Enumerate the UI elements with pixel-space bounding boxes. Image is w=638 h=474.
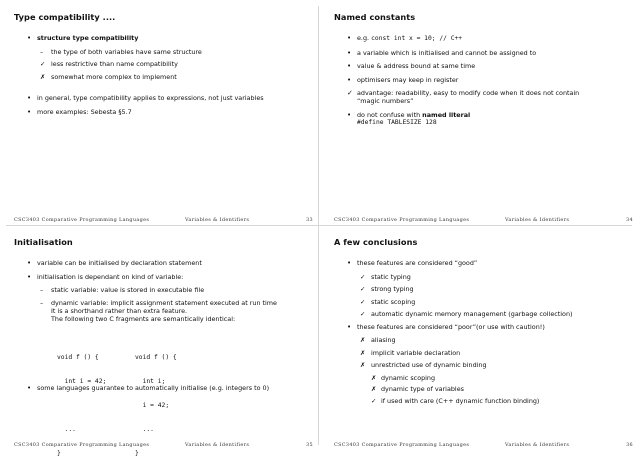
cross-icon: ✗ (360, 348, 366, 357)
list-item: ✗ somewhat more complex to implement (40, 72, 177, 81)
list-item: ✗ unrestricted use of dynamic binding (360, 361, 487, 369)
footer-topic: Variables & Identifiers (185, 442, 250, 448)
slide-title: Initialisation (14, 237, 73, 247)
slide-title: Named constants (334, 12, 416, 22)
slide-named-constants (334, 12, 637, 225)
footer-course: CSC3403 Comparative Programming Languages (14, 217, 150, 223)
check-icon: ✓ (360, 310, 366, 318)
check-icon: ✓ (360, 272, 366, 281)
dash-marker: – (40, 286, 44, 294)
list-item: ✓ automatic dynamic memory management (garbage collection) (360, 310, 573, 318)
page-number: 34 (626, 217, 633, 223)
bullet-marker: • (347, 110, 352, 119)
list-item: • these features are considered “good” (347, 259, 478, 267)
footer-topic: Variables & Identifiers (185, 217, 250, 223)
slide-initialisation (14, 237, 317, 457)
code-snippet: const int x = 10; // C++ (371, 35, 463, 42)
slide-type-compatibility (14, 12, 317, 225)
list-item: • variable can be initialised by declaration statement (27, 259, 202, 267)
check-icon: ✓ (347, 89, 353, 97)
bullet-marker: • (27, 107, 32, 116)
list-item: • structure type compatibility (27, 34, 139, 42)
page-number: 36 (626, 442, 633, 448)
list-item: ✓ static typing (360, 272, 411, 281)
cross-icon: ✗ (360, 336, 366, 344)
list-item: ✗ aliasing (360, 336, 396, 344)
list-item: • in general, type compatibility applies to expressions, not just variables (27, 94, 264, 102)
bullet-marker: • (347, 48, 352, 57)
cross-icon: ✗ (371, 385, 377, 393)
check-icon: ✓ (360, 297, 366, 306)
bullet-marker: • (27, 384, 32, 392)
list-item: ✓ if used with care (C++ dynamic function binding) (371, 396, 540, 405)
list-item: ✗ implicit variable declaration (360, 348, 461, 357)
check-icon: ✓ (360, 285, 366, 293)
bullet-marker: • (347, 259, 352, 267)
bullet-marker: • (27, 34, 32, 42)
check-icon: ✓ (371, 396, 377, 405)
check-icon: ✓ (40, 60, 46, 68)
slide-footer (14, 442, 317, 450)
list-item: – static variable: value is stored in executable file (40, 286, 205, 294)
code-fragment-right: void f () { int i; i = 42; ... } (135, 354, 177, 457)
list-item: • some languages guarantee to automatically initialise (e.g. integers to 0) (27, 384, 270, 392)
list-item: ✓ less restrictive than name compatibility (40, 60, 178, 68)
list-item: ✓ strong typing (360, 285, 414, 293)
bullet-marker: • (27, 94, 32, 102)
footer-course: CSC3403 Comparative Programming Languages (334, 217, 470, 223)
footer-course: CSC3403 Comparative Programming Languages (14, 442, 150, 448)
bullet-marker: • (27, 272, 32, 281)
slide-body (26, 34, 313, 121)
list-item: ✗ dynamic type of variables (371, 385, 464, 393)
bullet-marker: • (27, 259, 32, 267)
list-item: • do not confuse with named literal #define TABLESIZE 128 (346, 111, 633, 127)
code-snippet: #define TABLESIZE 128 (357, 118, 437, 126)
cross-icon: ✗ (40, 72, 46, 81)
slide-title: Type compatibility .... (14, 12, 116, 22)
slide-body (26, 259, 313, 327)
bullet-marker: • (347, 34, 352, 42)
list-item: • a variable which is initialised and cannot be assigned to (347, 48, 537, 57)
bullet-marker: • (347, 62, 352, 70)
page-number: 33 (306, 217, 313, 223)
list-item: • e.g. const int x = 10; // C++ (347, 34, 463, 42)
bullet-marker: • (347, 322, 352, 331)
list-item: – dynamic variable: implicit assignment statement executed at run time It is a shorthand rather than extra feature. The following two C fragments are semantically identical: (40, 298, 277, 323)
bullet-marker: • (347, 75, 352, 84)
slide-footer (334, 217, 637, 225)
page-number: 35 (306, 442, 313, 448)
footer-course: CSC3403 Comparative Programming Languages (334, 442, 470, 448)
dash-marker: – (40, 47, 44, 56)
list-item: • optimisers may keep in register (347, 75, 459, 84)
cross-icon: ✗ (360, 361, 366, 369)
slide-body (346, 259, 633, 408)
list-item: • initialisation is dependant on kind of variable: (27, 272, 184, 281)
slide-title: A few conclusions (334, 237, 418, 247)
slide-few-conclusions (334, 237, 637, 450)
slide-body-end (26, 384, 313, 398)
cross-icon: ✗ (371, 373, 377, 382)
footer-topic: Variables & Identifiers (505, 217, 570, 223)
list-item: ✓ advantage: readability, easy to modify code when it does not contain “magic numbers” (347, 89, 580, 105)
slide-body (346, 34, 633, 132)
list-item: ✓ static scoping (360, 297, 416, 306)
list-item: • these features are considered “poor”(or use with caution!) (347, 322, 545, 331)
list-item: ✗ dynamic scoping (371, 373, 436, 382)
slide-footer (14, 217, 317, 225)
list-item: • value & address bound at same time (347, 62, 476, 70)
list-item: – the type of both variables have same structure (40, 47, 202, 56)
horizontal-divider (6, 225, 632, 226)
dash-marker: – (40, 298, 44, 307)
footer-topic: Variables & Identifiers (505, 442, 570, 448)
list-item: • more examples: Sebesta §5.7 (27, 107, 132, 116)
code-fragment-left: void f () { int i = 42; ... } (57, 354, 107, 457)
slide-footer (334, 442, 637, 450)
